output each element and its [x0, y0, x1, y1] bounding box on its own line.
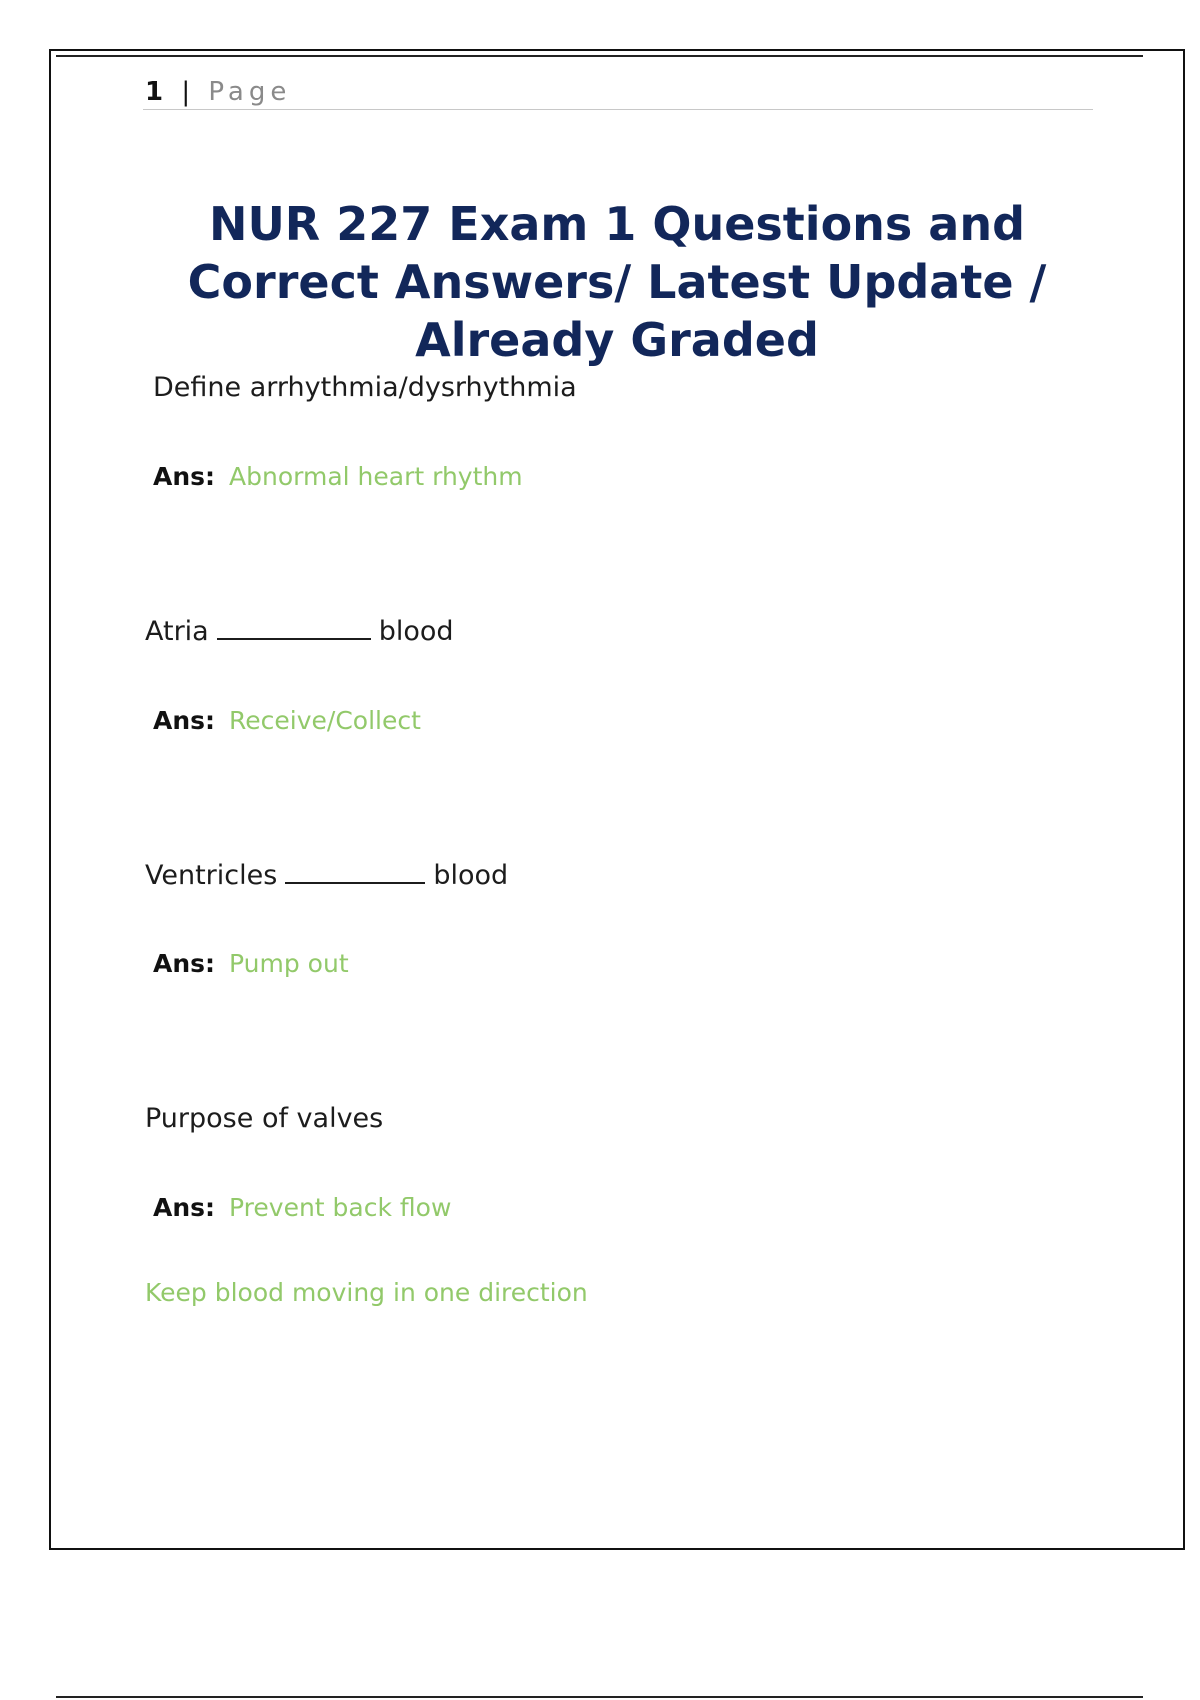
answer-3 — [153, 949, 349, 978]
fill-in-blank — [285, 860, 425, 884]
page-word: Page — [208, 77, 292, 107]
answer-label: Ans: — [153, 706, 216, 735]
page-separator: | — [181, 77, 193, 107]
answer-label: Ans: — [153, 462, 216, 491]
header-rule — [143, 109, 1093, 110]
question-2 — [145, 616, 454, 647]
fill-in-blank — [217, 616, 371, 640]
page-number: 1 — [145, 77, 166, 107]
question-4 — [145, 1103, 383, 1134]
question-text: Purpose of valves — [145, 1103, 384, 1134]
question-text: Define arrhythmia/dysrhythmia — [153, 372, 577, 403]
answer-text: Receive/Collect — [229, 706, 421, 735]
answer-label: Ans: — [153, 949, 216, 978]
answer-1 — [153, 462, 523, 491]
question-text-before: Ventricles — [145, 860, 278, 891]
top-rule — [56, 55, 1143, 57]
answer-4 — [153, 1193, 451, 1222]
answer-text: Prevent back flow — [229, 1193, 452, 1222]
question-text-after: blood — [433, 860, 509, 891]
question-text-after: blood — [378, 616, 454, 647]
page-header — [145, 76, 291, 108]
question-text-before: Atria — [145, 616, 209, 647]
document-title: NUR 227 Exam 1 Questions and Correct Answers/ Latest Update / Already Graded — [187, 197, 1047, 367]
answer-label: Ans: — [153, 1193, 216, 1222]
answer-2 — [153, 706, 421, 735]
question-1 — [153, 372, 577, 403]
answer-text: Abnormal heart rhythm — [229, 462, 523, 491]
answer-text: Pump out — [229, 949, 349, 978]
question-3 — [145, 860, 508, 891]
answer-4-continuation: Keep blood moving in one direction — [145, 1278, 588, 1307]
bottom-rule — [56, 1696, 1143, 1698]
